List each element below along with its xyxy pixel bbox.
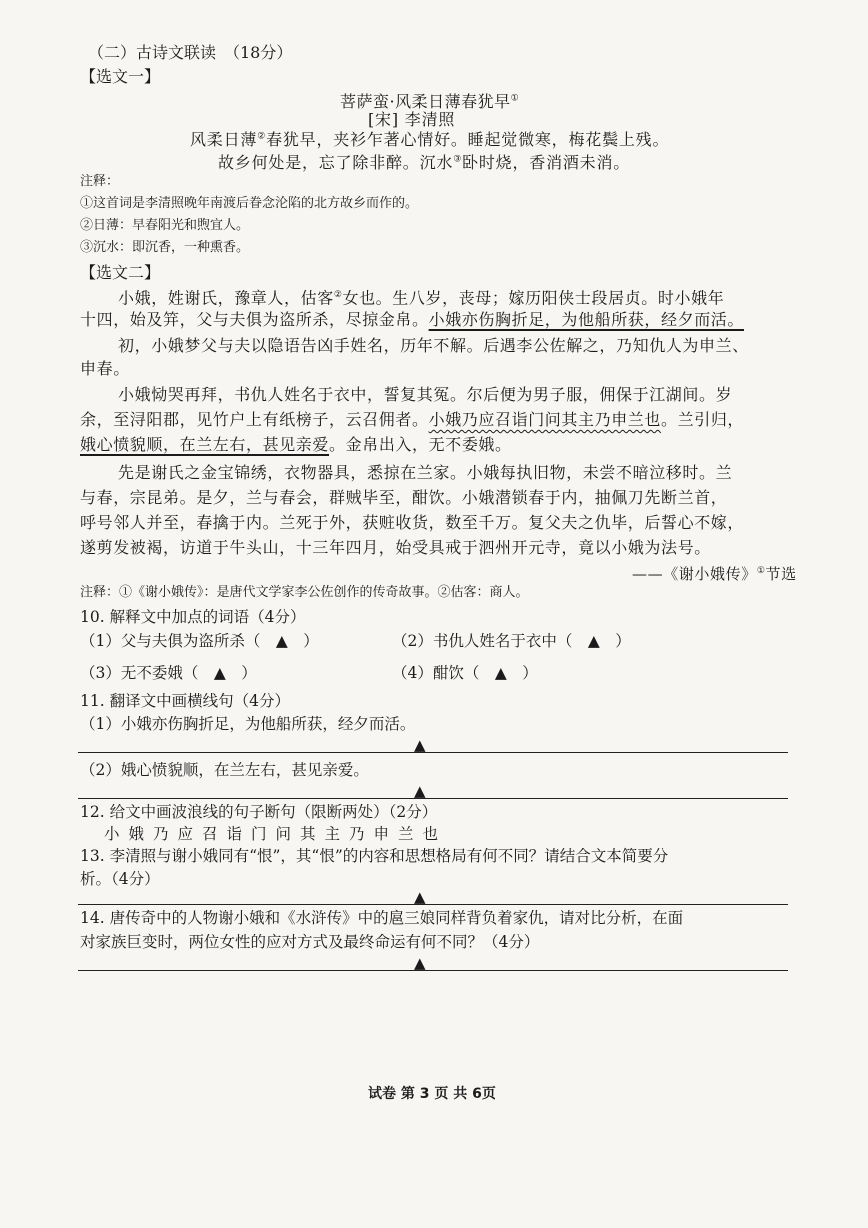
poem-author: [宋] 李清照 bbox=[368, 110, 456, 129]
passage-p4-line3: 呼号邻人并至，春擒于内。兰死于外，获赃收货，数至千万。复父夫之仇毕，后誓心不嫁， bbox=[80, 513, 745, 532]
answer-marker-14: ▲ bbox=[414, 954, 426, 972]
poem-note-1: ①这首词是李清照晚年南渡后眷念沦陷的北方故乡而作的。 bbox=[80, 196, 419, 211]
p3-line2-a: 余，至浔阳郡，见竹户上有纸榜子，云召佣者。 bbox=[80, 410, 429, 429]
answer-line-11-1 bbox=[78, 752, 788, 753]
question-12: 12. 给文中画波浪线的句子断句（限断两处）（2分） bbox=[80, 803, 438, 821]
p1-line1-mark: ② bbox=[333, 290, 343, 300]
poem-note-3: ③沉水：即沉香，一种熏香。 bbox=[80, 240, 250, 255]
page-footer: 试卷 第 3 页 共 6页 bbox=[368, 1086, 496, 1102]
poem-line-1-a: 风柔日薄 bbox=[190, 130, 258, 149]
section-heading: （二）古诗文联读 （18分） bbox=[88, 43, 293, 62]
p3-line3-b: 。金帛出入，无不委娥。 bbox=[329, 435, 512, 454]
p1-line1-a: 小娥，姓谢氏，豫章人，估客 bbox=[118, 288, 334, 308]
passage-p2-line2: 申春。 bbox=[80, 359, 130, 378]
question-11-1: （1）小娥亦伤胸折足，为他船所获，经夕而活。 bbox=[80, 715, 416, 733]
p3-line2-b: 。兰引归， bbox=[661, 410, 745, 429]
poem-line-2-mark: ③ bbox=[453, 154, 463, 165]
passage-p3-line2 bbox=[80, 409, 744, 431]
poem-note-2: ②日薄：早春阳光和煦宜人。 bbox=[80, 218, 250, 233]
passage-p2-line1: 初，小娥梦父与夫以隐语告凶手姓名，历年不解。后遇李公佐解之，乃知仇人为申兰、 bbox=[118, 336, 749, 355]
answer-marker-11-2: ▲ bbox=[414, 782, 426, 800]
poem-line-1 bbox=[190, 127, 669, 150]
passage-p4-line1: 先是谢氏之金宝锦绣，衣物器具，悉掠在兰家。小娥每执旧物，未尝不暗泣移时。兰 bbox=[118, 463, 733, 482]
question-10-1: （1）父与夫俱为盗所杀（ ▲ ） bbox=[80, 632, 319, 650]
poem-title-note-mark: ① bbox=[510, 93, 520, 104]
question-10-4: （4）酣饮（ ▲ ） bbox=[392, 664, 538, 682]
answer-line-14 bbox=[78, 970, 788, 971]
question-14-line1: 14. 唐传奇中的人物谢小娥和《水浒传》中的扈三娘同样背负着家仇，请对比分析，在面 bbox=[80, 909, 684, 927]
passage-p1-line1 bbox=[118, 284, 724, 309]
question-14-line2: 对家族巨变时，两位女性的应对方式及最终命运有何不同？（4分） bbox=[80, 933, 540, 951]
question-13-line2: 析。（4分） bbox=[80, 870, 160, 888]
source-mark: ① bbox=[756, 566, 766, 576]
question-11: 11. 翻译文中画横线句（4分） bbox=[80, 692, 290, 710]
wavy-underlined-sentence: 小娥乃应召诣门问其主乃申兰也 bbox=[428, 410, 662, 429]
passage-p3-line3 bbox=[80, 434, 512, 456]
answer-line-11-2 bbox=[78, 798, 788, 799]
passage-notes: 注释：①《谢小娥传》：是唐代文学家李公佐创作的传奇故事。②估客：商人。 bbox=[80, 585, 529, 600]
passage-source bbox=[632, 560, 797, 585]
poem-notes-label: 注释： bbox=[80, 174, 120, 189]
question-10: 10. 解释文中加点的词语（4分） bbox=[80, 608, 306, 626]
underlined-sentence-1: 小娥亦伤胸折足，为他船所获，经夕而活。 bbox=[428, 310, 745, 329]
passage-p4-line4: 遂剪发被褐，访道于牛头山，十三年四月，始受具戒于泗州开元寺，竟以小娥为法号。 bbox=[80, 538, 711, 557]
question-10-3: （3）无不委娥（ ▲ ） bbox=[80, 664, 257, 682]
p1-line2-a: 十四，始及笄，父与夫俱为盗所杀，尽掠金帛。 bbox=[80, 310, 429, 329]
source-b: 节选 bbox=[765, 565, 797, 583]
poem-line-2-a: 故乡何处是，忘了除非醉。沉水 bbox=[218, 153, 454, 172]
question-13-line1: 13. 李清照与谢小娥同有“恨”，其“恨”的内容和思想格局有何不同？请结合文本简要分 bbox=[80, 847, 669, 865]
poem-title-text: 菩萨蛮·风柔日薄春犹早 bbox=[340, 92, 511, 111]
poem-line-2 bbox=[218, 150, 630, 173]
poem-line-1-b: 春犹早，夹衫乍著心情好。睡起觉微寒，梅花鬓上残。 bbox=[266, 130, 670, 149]
answer-line-13 bbox=[78, 904, 788, 905]
question-10-2: （2）书仇人姓名于衣中（ ▲ ） bbox=[392, 632, 631, 650]
underlined-sentence-2: 娥心愤貌顺，在兰左右，甚见亲爱 bbox=[80, 435, 330, 454]
question-12-text: 小娥乃应召诣门问其主乃申兰也 bbox=[104, 825, 448, 843]
selection2-label: 【选文二】 bbox=[80, 263, 161, 282]
poem-line-1-mark: ② bbox=[257, 131, 267, 142]
source-a: ——《谢小娥传》 bbox=[632, 565, 757, 583]
answer-marker-13: ▲ bbox=[414, 888, 426, 906]
question-11-2: （2）娥心愤貌顺，在兰左右，甚见亲爱。 bbox=[80, 761, 369, 779]
passage-p1-line2 bbox=[80, 309, 744, 331]
answer-marker-11-1: ▲ bbox=[414, 736, 426, 754]
passage-p4-line2: 与春，宗昆弟。是夕，兰与春会，群贼毕至，酣饮。小娥潜锁春于内，抽佩刀先断兰首， bbox=[80, 488, 728, 507]
passage-p3-line1: 小娥恸哭再拜，书仇人姓名于衣中，誓复其冤。尔后便为男子服，佣保于江湖间。岁 bbox=[118, 385, 733, 404]
selection1-label: 【选文一】 bbox=[80, 67, 161, 86]
poem-line-2-b: 卧时烧，香消酒未消。 bbox=[462, 153, 631, 172]
p1-line1-b: 女也。生八岁，丧母；嫁历阳侠士段居贞。时小娥年 bbox=[342, 288, 725, 308]
